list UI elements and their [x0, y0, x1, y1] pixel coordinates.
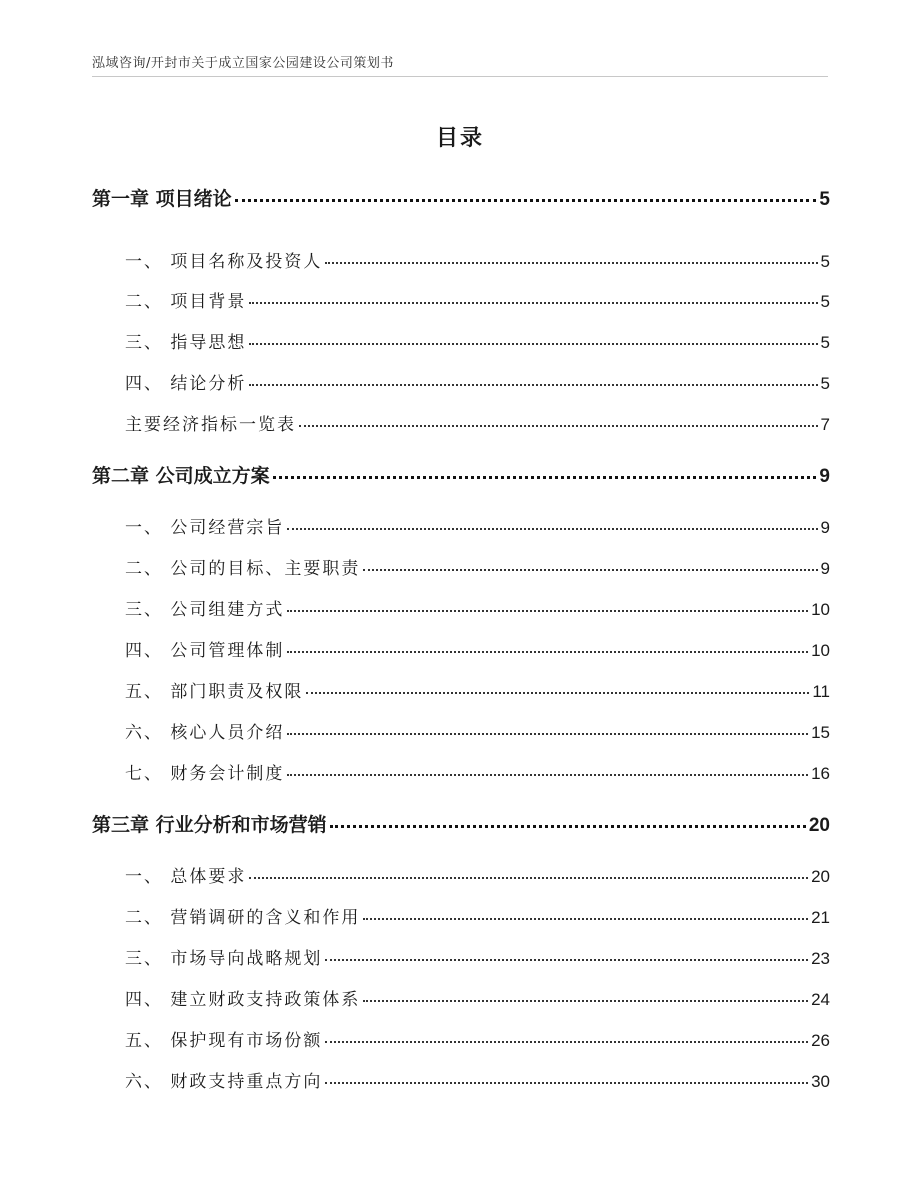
toc-section-label: 六、 核心人员介绍 — [125, 723, 285, 743]
dot-leader — [363, 569, 817, 571]
toc-section[interactable] — [92, 410, 830, 435]
toc-section[interactable] — [92, 247, 830, 272]
toc-section[interactable] — [92, 903, 830, 928]
dot-leader — [249, 343, 817, 345]
toc-page-number: 15 — [811, 723, 830, 742]
toc-chapter-label: 第一章 项目绪论 — [92, 188, 232, 210]
dot-leader — [249, 877, 808, 879]
toc-section[interactable] — [92, 287, 830, 312]
toc-page-number: 20 — [811, 867, 830, 886]
header-rule — [92, 76, 828, 77]
toc-section-label: 四、 公司管理体制 — [125, 641, 285, 661]
toc-chapter-3[interactable] — [92, 810, 830, 837]
toc-page-number: 9 — [820, 518, 830, 537]
dot-leader — [273, 476, 817, 479]
toc-page-number: 16 — [811, 764, 830, 783]
toc-section-label: 五、 部门职责及权限 — [125, 682, 304, 702]
toc-section[interactable] — [92, 718, 830, 743]
toc-page-number: 10 — [811, 600, 830, 619]
dot-leader — [287, 528, 817, 530]
dot-leader — [287, 651, 808, 653]
toc-section-label: 三、 公司组建方式 — [125, 600, 285, 620]
toc-section-label: 三、 市场导向战略规划 — [125, 949, 323, 969]
toc-page-number: 21 — [811, 908, 830, 927]
toc-page-number: 26 — [811, 1031, 830, 1050]
toc-chapter-label: 第三章 行业分析和市场营销 — [92, 814, 327, 836]
toc-section[interactable] — [92, 759, 830, 784]
toc-section[interactable] — [92, 369, 830, 394]
dot-leader — [330, 825, 806, 828]
dot-leader — [325, 1082, 808, 1084]
toc-title: 目录 — [435, 126, 484, 151]
toc-section[interactable] — [92, 677, 830, 702]
toc-section-label: 一、 总体要求 — [125, 867, 247, 887]
toc-chapter-1[interactable] — [92, 184, 830, 211]
toc-section-label: 七、 财务会计制度 — [125, 764, 285, 784]
toc-section[interactable] — [92, 554, 830, 579]
toc-section-label: 二、 营销调研的含义和作用 — [125, 908, 361, 928]
toc-section-label: 一、 公司经营宗旨 — [125, 518, 285, 538]
toc-page-number: 5 — [820, 252, 830, 271]
dot-leader — [299, 425, 818, 427]
dot-leader — [363, 918, 808, 920]
toc-page-number: 5 — [820, 374, 830, 393]
toc-section[interactable] — [92, 595, 830, 620]
toc-page-number: 23 — [811, 949, 830, 968]
dot-leader — [306, 692, 809, 694]
toc-section[interactable] — [92, 862, 830, 887]
toc-section-label: 四、 结论分析 — [125, 374, 247, 394]
toc-chapter-label: 第二章 公司成立方案 — [92, 465, 270, 487]
dot-leader — [249, 302, 817, 304]
dot-leader — [325, 262, 817, 264]
toc-section[interactable] — [92, 636, 830, 661]
toc-section[interactable] — [92, 1067, 830, 1092]
dot-leader — [325, 1041, 808, 1043]
toc-section-label: 三、 指导思想 — [125, 333, 247, 353]
toc-section-label: 二、 项目背景 — [125, 292, 247, 312]
toc-section-label: 主要经济指标一览表 — [125, 415, 296, 435]
toc-page-number: 24 — [811, 990, 830, 1009]
toc-page-number: 10 — [811, 641, 830, 660]
dot-leader — [287, 733, 808, 735]
dot-leader — [249, 384, 817, 386]
toc-page-number: 5 — [820, 292, 830, 311]
dot-leader — [287, 610, 808, 612]
dot-leader — [325, 959, 808, 961]
toc-section-label: 一、 项目名称及投资人 — [125, 252, 323, 272]
toc-page-number: 20 — [808, 815, 830, 836]
toc-section[interactable] — [92, 944, 830, 969]
running-header: 泓域咨询/开封市关于成立国家公园建设公司策划书 — [92, 56, 394, 71]
toc-section-label: 二、 公司的目标、主要职责 — [125, 559, 361, 579]
toc-section[interactable] — [92, 513, 830, 538]
dot-leader — [363, 1000, 808, 1002]
toc-page-number: 5 — [819, 189, 830, 210]
dot-leader — [235, 199, 817, 202]
toc-section[interactable] — [92, 328, 830, 353]
toc-page-number: 11 — [812, 682, 830, 701]
toc-section[interactable] — [92, 1026, 830, 1051]
toc-section-label: 四、 建立财政支持政策体系 — [125, 990, 361, 1010]
toc-page-number: 9 — [819, 466, 830, 487]
toc-section[interactable] — [92, 985, 830, 1010]
toc-page-number: 9 — [820, 559, 830, 578]
toc-page-number: 30 — [811, 1072, 830, 1091]
toc-section-label: 六、 财政支持重点方向 — [125, 1072, 323, 1092]
toc-page-number: 5 — [820, 333, 830, 352]
dot-leader — [287, 774, 808, 776]
toc-section-label: 五、 保护现有市场份额 — [125, 1031, 323, 1051]
toc-chapter-2[interactable] — [92, 461, 830, 488]
toc-page-number: 7 — [820, 415, 830, 434]
